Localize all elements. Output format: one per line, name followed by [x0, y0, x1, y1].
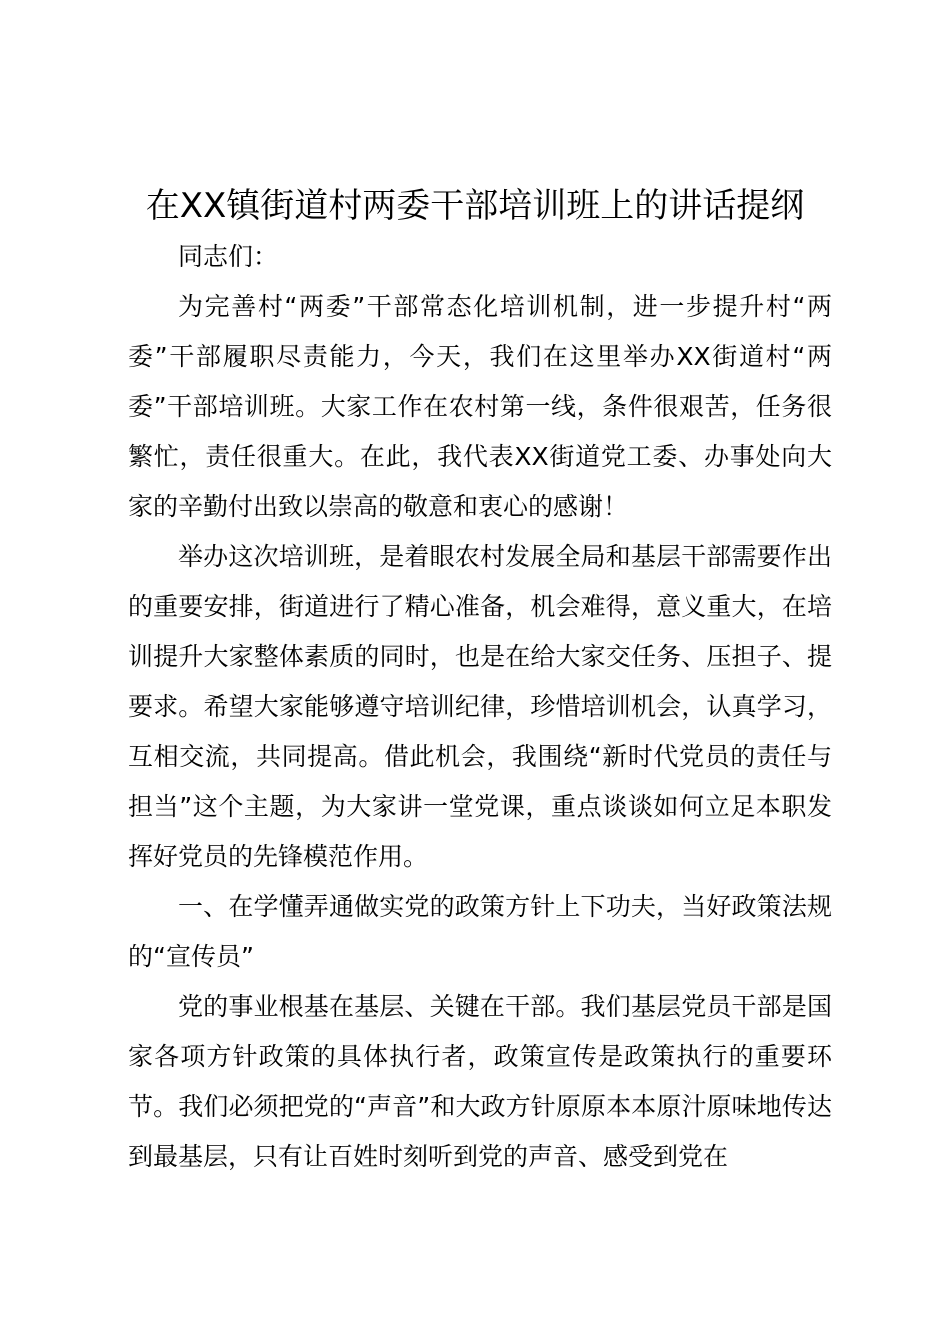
paragraph-purpose: 举办这次培训班，是着眼农村发展全局和基层干部需要作出的重要安排，街道进行了精心准备，机会难得，意义重大，在培训提升大家整体素质的同时，也是在给大家交任务、压担子、提要求。希望大家能够遵守培训纪律，珍惜培训机会，认真学习，互相交流，共同提高。借此机会，我围绕“新时代党员的责任与担当”这个主题，为大家讲一堂党课，重点谈谈如何立足本职发挥好党员的先锋模范作用。: [128, 542, 832, 871]
paragraph-intro: 为完善村“两委”干部常态化培训机制，进一步提升村“两委”干部履职尽责能力，今天，我们在这里举办XX街道村“两委”干部培训班。大家工作在农村第一线，条件很艰苦，任务很繁忙，责任很重大。在此，我代表XX街道党工委、办事处向大家的辛勤付出致以崇高的敬意和衷心的感谢！: [128, 292, 832, 521]
paragraph-section-1: 党的事业根基在基层、关键在干部。我们基层党员干部是国家各项方针政策的具体执行者，政策宣传是政策执行的重要环节。我们必须把党的“声音”和大政方针原原本本原汁原味地传达到最基层，只有让百姓时刻听到党的声音、感受到党在: [128, 992, 832, 1171]
document-title: 在XX镇街道村两委干部培训班上的讲话提纲: [145, 186, 805, 226]
salutation: 同志们：: [178, 242, 279, 271]
section-heading-1: 一、在学懂弄通做实党的政策方针上下功夫，当好政策法规的“宣传员”: [128, 892, 832, 971]
document-body: [128, 232, 832, 1182]
